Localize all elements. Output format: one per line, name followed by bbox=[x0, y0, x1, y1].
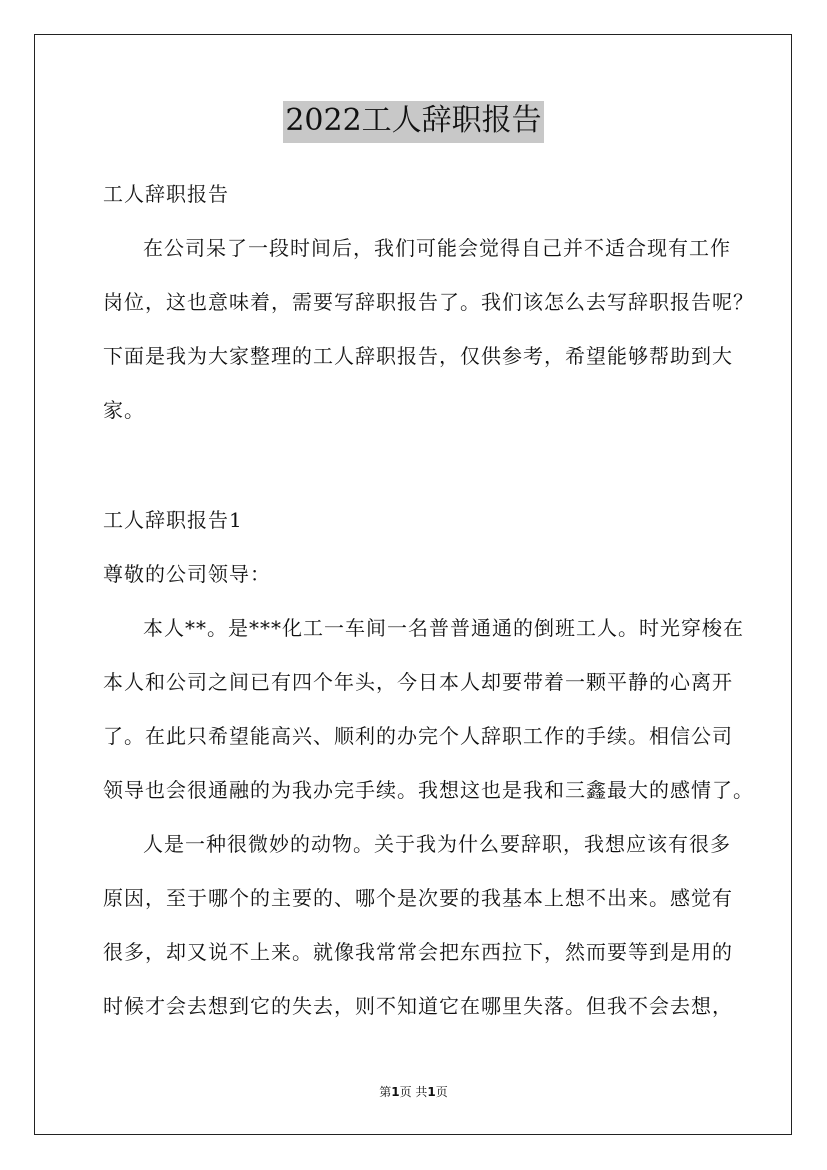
page-footer bbox=[0, 1084, 827, 1100]
footer-total-pages: 1 bbox=[427, 1085, 436, 1099]
body-line: 本人**。是***化工一车间一名普普通通的倒班工人。时光穿梭在 bbox=[143, 616, 744, 640]
document-title-container bbox=[0, 101, 827, 143]
body-line: 领导也会很通融的为我办完手续。我想这也是我和三鑫最大的感情了。 bbox=[103, 778, 754, 802]
body-line: 时候才会去想到它的失去，则不知道它在哪里失落。但我不会去想， bbox=[103, 994, 733, 1018]
body-line: 了。在此只希望能高兴、顺利的办完个人辞职工作的手续。相信公司 bbox=[103, 724, 733, 748]
document-title: 2022工人辞职报告 bbox=[283, 101, 543, 143]
salutation: 尊敬的公司领导： bbox=[103, 562, 271, 586]
footer-total-suffix: 页 bbox=[435, 1085, 448, 1099]
body-line: 很多，却又说不上来。就像我常常会把东西拉下，然而要等到是用的 bbox=[103, 940, 733, 964]
intro-line: 家。 bbox=[103, 398, 145, 422]
document-subtitle: 工人辞职报告 bbox=[103, 182, 229, 206]
body-line: 原因，至于哪个的主要的、哪个是次要的我基本上想不出来。感觉有 bbox=[103, 886, 733, 910]
footer-page-number: 1 bbox=[391, 1085, 400, 1099]
intro-line: 在公司呆了一段时间后，我们可能会觉得自己并不适合现有工作 bbox=[143, 236, 731, 260]
body-line: 本人和公司之间已有四个年头，今日本人却要带着一颗平静的心离开 bbox=[103, 670, 733, 694]
footer-prefix: 第 bbox=[379, 1085, 392, 1099]
intro-line: 下面是我为大家整理的工人辞职报告，仅供参考，希望能够帮助到大 bbox=[103, 344, 733, 368]
section-title: 工人辞职报告1 bbox=[103, 508, 243, 532]
footer-total-prefix: 共 bbox=[415, 1085, 428, 1099]
intro-line: 岗位，这也意味着，需要写辞职报告了。我们该怎么去写辞职报告呢？ bbox=[103, 290, 754, 314]
footer-page-suffix: 页 bbox=[399, 1085, 412, 1099]
body-line: 人是一种很微妙的动物。关于我为什么要辞职，我想应该有很多 bbox=[143, 832, 731, 856]
